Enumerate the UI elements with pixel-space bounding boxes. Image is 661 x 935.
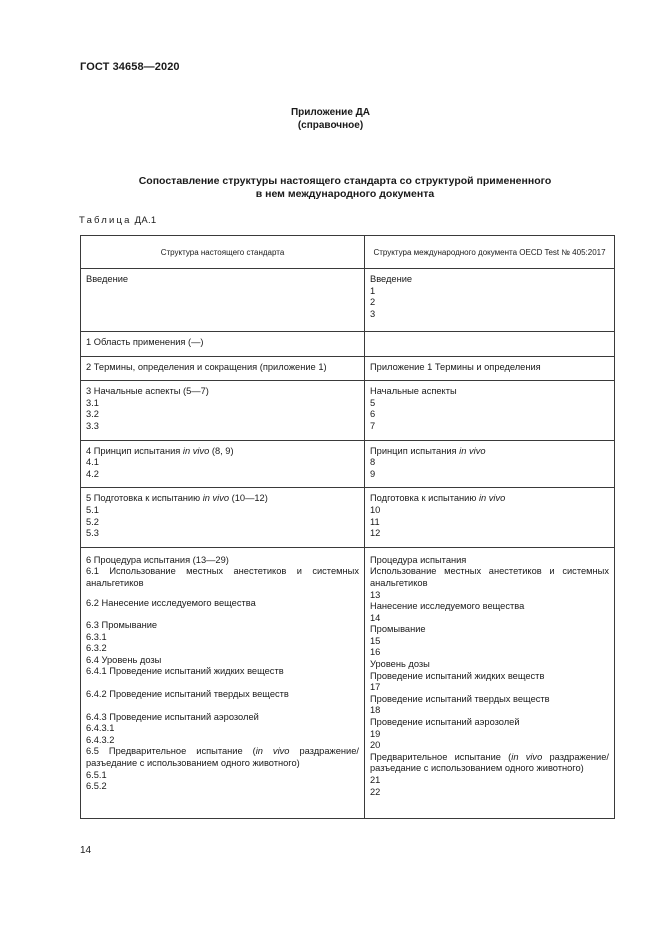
cell-line: 6 [370,409,376,420]
cell-line: 12 [370,528,381,539]
cell-line [86,746,359,758]
latin-term: in vivo [202,493,230,504]
cell-line: Нанесение исследуемого вещества [370,601,525,612]
cell-line: 6.4 Уровень дозы [86,654,162,665]
cell-line: 7 [370,420,376,431]
annex-subtitle: (справочное) [297,120,364,131]
header-international-document: Структура международного документа OECD Test № 405:2017 [365,236,615,269]
cell-line: 21 [370,775,381,785]
cell-line: Уровень дозы [370,659,430,670]
text-fragment: раздражение/ [542,751,609,762]
cell-line: 5.2 [86,516,99,527]
cell-line: 6.1 Использование местных анестетиков и системных [86,566,359,577]
latin-term: in vivo [511,751,543,762]
text-fragment: Принцип испытания [370,445,460,456]
cell-line: Проведение испытаний аэрозолей [370,717,520,728]
latin-term: in vivo [182,445,210,456]
cell-line: 2 Термины, определения и сокращения (приложение 1) [86,361,327,372]
cell-line: 15 [370,635,381,646]
cell-line: 6.3.2 [86,643,107,654]
cell-line [86,446,359,458]
table-caption [79,215,157,226]
cell-line: Приложение 1 Термины и определения [370,361,541,372]
cell-line: 4.1 [86,457,99,468]
table-row [81,269,615,332]
cell-line: 22 [370,786,381,797]
table-cell [81,488,365,547]
cell-line: 17 [370,682,381,693]
cell-line: 8 [370,457,376,468]
spacer [86,609,359,620]
cell-line: 6.5.2 [86,781,107,792]
table-caption-word: Таблица [79,215,132,226]
annex-title: Приложение ДА [290,107,371,118]
cell-line: Введение [86,274,129,284]
cell-line [86,493,359,505]
comparison-title-line-2: в нем международного документа [255,188,435,200]
spacer [86,590,359,598]
cell-line [370,752,609,764]
cell-line: 5 [370,397,376,408]
table-cell [365,332,615,357]
table-row [81,381,615,440]
cell-line: 19 [370,728,381,739]
table-cell [365,488,615,547]
table-cell [81,269,365,332]
table-row [81,440,615,488]
table-row [81,488,615,547]
cell-line: 14 [370,612,381,623]
cell-line: 6.4.3 Проведение испытаний аэрозолей [86,711,259,722]
table-header-row [81,236,615,269]
spacer [86,678,359,689]
cell-line: 5.1 [86,504,99,515]
cell-line: 13 [370,589,381,600]
cell-line: 11 [370,516,380,527]
cell-line: Промывание [370,624,426,635]
cell-line: 18 [370,705,381,716]
text-fragment: Подготовка к испытанию [370,493,479,504]
cell-line: 9 [370,468,376,479]
table-cell [365,356,615,381]
text-fragment: 6.5 Предварительное испытание ( [86,746,256,757]
cell-line: 16 [370,647,381,658]
page-number: 14 [80,845,92,856]
cell-line: 6.2 Нанесение исследуемого вещества [86,597,256,608]
text-fragment: 5 Подготовка к испытанию [86,493,203,504]
cell-line: анальгетиков [86,577,144,588]
table-cell [365,381,615,440]
table-cell [81,547,365,818]
cell-line: 1 Область применения (—) [86,337,204,347]
cell-line [370,493,609,505]
comparison-title [60,175,630,201]
latin-term: in vivo [478,493,506,504]
latin-term: in vivo [255,746,290,757]
cell-line: разъедание с использованием одного животного) [86,758,300,769]
text-fragment: раздражение/ [289,746,359,757]
cell-line: 5.3 [86,528,99,539]
text-fragment: 4 Принцип испытания [86,445,183,456]
cell-line: 3.2 [86,409,99,420]
cell-line: 3 [370,308,376,319]
structure-comparison-table [80,235,615,819]
cell-line: Начальные аспекты [370,386,457,397]
text-fragment: (8, 9) [209,445,234,456]
cell-line: 4.2 [86,468,99,479]
cell-line: 3 Начальные аспекты (5—7) [86,386,209,397]
cell-line: Проведение испытаний жидких веществ [370,670,545,681]
table-cell [81,332,365,357]
cell-line: 6.4.1 Проведение испытаний жидких веществ [86,666,284,677]
table-row [81,356,615,381]
table-cell [365,269,615,332]
cell-line: 1 [370,285,376,296]
cell-line: 20 [370,740,381,751]
latin-term: in vivo [459,445,486,456]
cell-line: 6 Процедура испытания (13—29) [86,554,229,565]
table-row [81,547,615,818]
cell-line: Введение [370,274,413,284]
text-fragment: Предварительное испытание ( [370,751,512,762]
table-cell [81,356,365,381]
document-code: ГОСТ 34658—2020 [80,61,180,73]
spacer [86,701,359,712]
cell-line: разъедание с использованием одного животного) [370,763,584,774]
cell-line: 3.1 [86,397,99,408]
cell-line: 6.4.3.1 [86,723,115,734]
cell-line [370,446,609,458]
table-cell [81,440,365,488]
cell-line: Проведение испытаний твердых веществ [370,693,550,704]
table-row [81,332,615,357]
comparison-title-line-1: Сопоставление структуры настоящего стандарта со структурой примененного [138,175,552,187]
table-cell [365,440,615,488]
table-caption-number: ДА.1 [134,215,157,226]
table-cell [81,381,365,440]
cell-line: 6.3.1 [86,631,107,642]
cell-line: Процедура испытания [370,554,467,565]
annex-heading [0,106,661,132]
cell-line: 3.3 [86,420,99,431]
header-this-standard: Структура настоящего стандарта [81,236,365,269]
table-cell [365,547,615,818]
cell-line: 6.4.3.2 [86,734,115,745]
cell-line: 6.3 Промывание [86,620,158,631]
cell-line: 10 [370,504,381,515]
cell-line: 6.5.1 [86,769,107,780]
cell-line: Использование местных анестетиков и системных [370,566,609,577]
text-fragment: (10—12) [229,493,268,504]
cell-line: 2 [370,297,376,308]
cell-line: 6.4.2 Проведение испытаний твердых веществ [86,689,289,700]
cell-line: анальгетиков [370,577,428,588]
